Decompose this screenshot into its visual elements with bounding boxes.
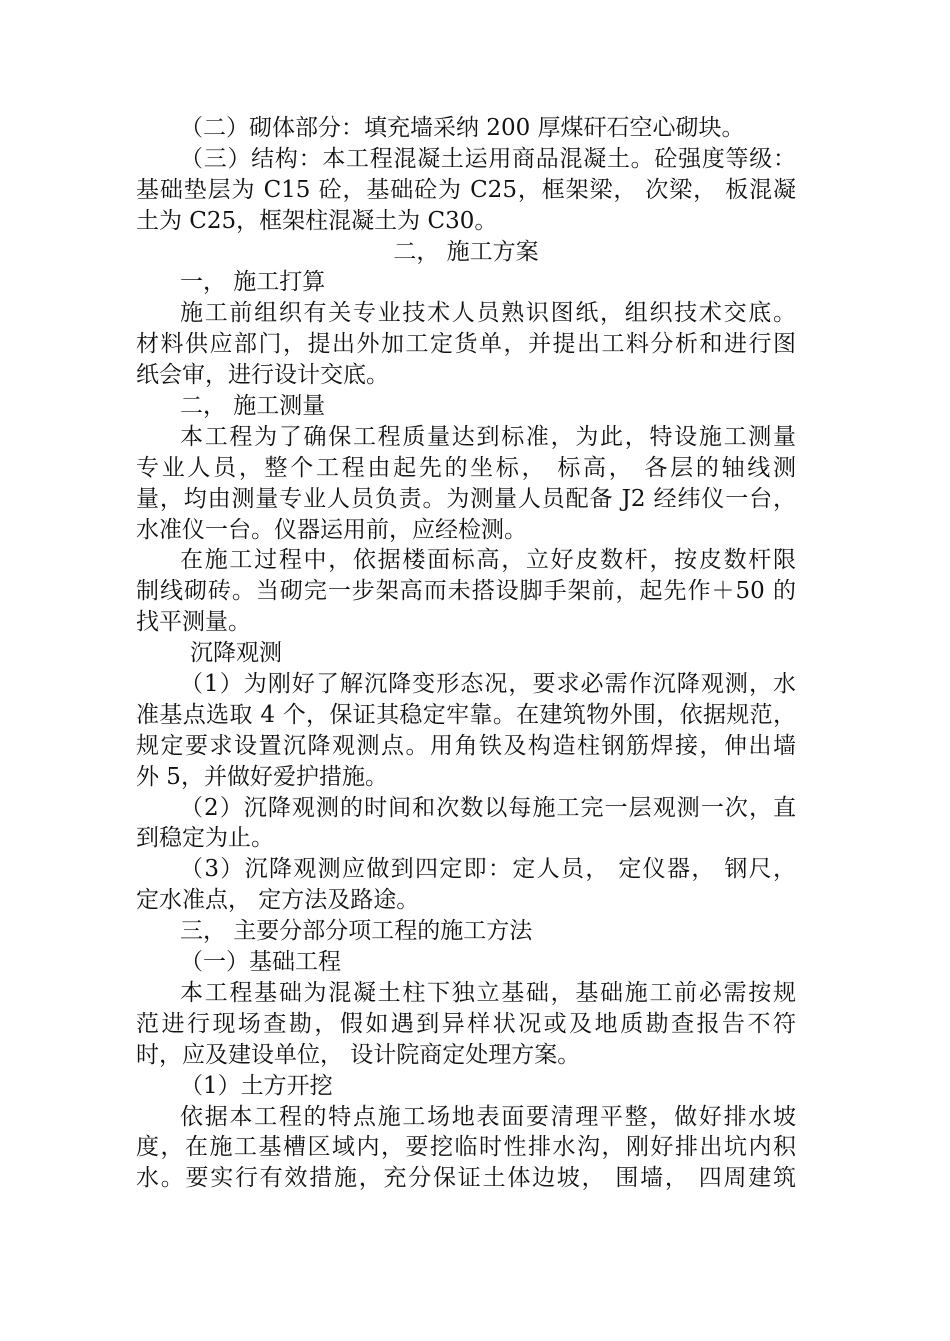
subsection-heading: 二， 施工测量 (180, 393, 326, 420)
text-line: （1）为刚好了解沉降变形态况，要求必需作沉降观测，水 (180, 671, 796, 698)
text-line: 制线砌砖。当砌完一步架高而未搭设脚手架前，起先作＋50 的 (136, 578, 796, 605)
subsection-heading: 沉降观测 (190, 640, 282, 667)
subsection-heading: 三， 主要分部分项工程的施工方法 (180, 918, 533, 945)
text-line: 规定要求设置沉降观测点。用角铁及构造柱钢筋焊接，伸出墙 (136, 732, 796, 759)
text-line: 土为 C25，框架柱混凝土为 C30。 (136, 207, 498, 234)
text-line: 时，应及建设单位， 设计院商定处理方案。 (136, 1041, 581, 1068)
section-heading: 二， 施工方案 (393, 238, 539, 265)
text-line: 量，均由测量专业人员负责。为测量人员配备 J2 经纬仪一台， (136, 485, 796, 512)
subsection-heading: （1）土方开挖 (180, 1072, 333, 1099)
text-line: 到稳定为止。 (136, 825, 274, 852)
text-line: 材料供应部门，提出外加工定货单，并提出工料分析和进行图 (136, 331, 796, 358)
text-line: 专业人员，整个工程由起先的坐标， 标高， 各层的轴线测 (136, 454, 796, 481)
text-line: 找平测量。 (136, 609, 251, 636)
text-line: 依据本工程的特点施工场地表面要清理平整，做好排水坡 (180, 1103, 796, 1130)
text-line: （3）沉降观测应做到四定即：定人员， 定仪器， 钢尺， (180, 856, 796, 883)
text-line: 纸会审，进行设计交底。 (136, 362, 389, 389)
text-line: 本工程为了确保工程质量达到标准，为此，特设施工测量 (180, 423, 796, 450)
text-line: 在施工过程中，依据楼面标高，立好皮数杆，按皮数杆限 (180, 547, 796, 574)
text-line: 准基点选取 4 个，保证其稳定牢靠。在建筑物外围，依据规范， (136, 701, 796, 728)
subsection-heading: （一）基础工程 (180, 949, 341, 976)
text-line: （三）结构：本工程混凝土运用商品混凝土。砼强度等级： (180, 145, 796, 172)
text-line: 度，在施工基槽区域内，要挖临时性排水沟，刚好排出坑内积 (136, 1134, 796, 1161)
text-line: 水准仪一台。仪器运用前，应经检测。 (136, 516, 527, 543)
subsection-heading: 一， 施工打算 (180, 269, 326, 296)
text-line: 本工程基础为混凝土柱下独立基础，基础施工前必需按规 (180, 979, 796, 1006)
text-line: 水。要实行有效措施，充分保证土体边坡， 围墙， 四周建筑 (136, 1165, 796, 1192)
text-line: 外 5，并做好爱护措施。 (136, 763, 388, 790)
text-line: （二）砌体部分：填充墙采纳 200 厚煤矸石空心砌块。 (180, 115, 745, 141)
document-body (136, 113, 796, 1194)
text-line: 范进行现场查勘，假如遇到异样状况或及地质勘查报告不符 (136, 1010, 796, 1037)
text-line: 施工前组织有关专业技术人员熟识图纸，组织技术交底。 (180, 300, 796, 327)
text-line: 基础垫层为 C15 砼，基础砼为 C25，框架梁， 次梁， 板混凝 (136, 176, 796, 203)
text-line: 定水准点， 定方法及路途。 (136, 887, 420, 914)
text-line: （2）沉降观测的时间和次数以每施工完一层观测一次，直 (180, 794, 796, 821)
